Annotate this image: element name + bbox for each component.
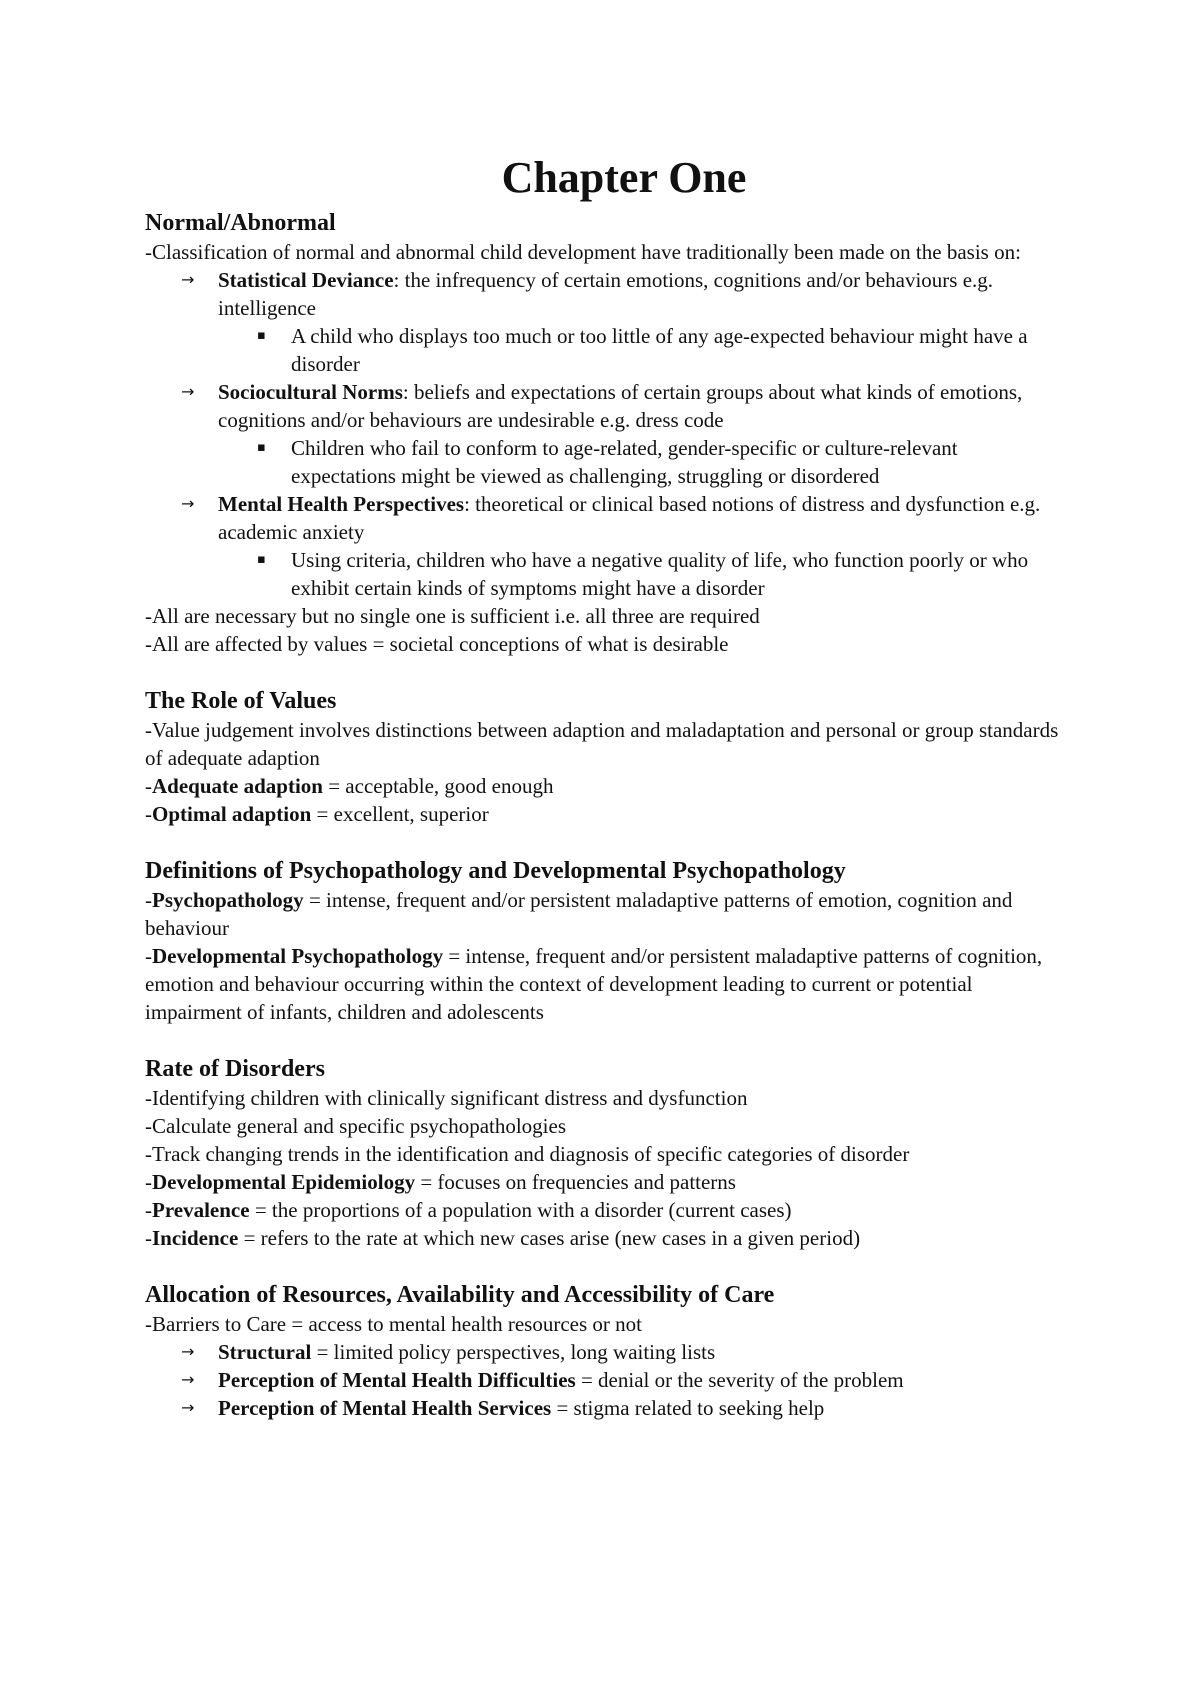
term: Sociocultural Norms — [218, 380, 403, 404]
document-body — [145, 150, 1065, 1422]
definition: : theoretical or clinical based notions of distress and dysfunction e.g. academic anxiety — [218, 492, 1041, 544]
paragraph: -All are affected by values = societal conceptions of what is desirable — [145, 632, 729, 656]
square-bullet-icon: ▪ — [257, 552, 266, 567]
sub-point: A child who displays too much or too little of any age-expected behaviour might have a disorder — [291, 324, 1028, 376]
definition: = focuses on frequencies and patterns — [415, 1170, 736, 1194]
paragraph: -Barriers to Care = access to mental health resources or not — [145, 1312, 642, 1336]
term: Statistical Deviance — [218, 268, 394, 292]
section-heading-allocation: Allocation of Resources, Availability and Accessibility of Care — [145, 1282, 775, 1308]
definition: = excellent, superior — [311, 802, 489, 826]
section-heading-normal-abnormal: Normal/Abnormal — [145, 210, 336, 236]
term: Structural — [218, 1340, 312, 1364]
arrow-icon: → — [181, 1342, 195, 1361]
definition: = refers to the rate at which new cases arise (new cases in a given period) — [238, 1226, 861, 1250]
definition-line: -Incidence = refers to the rate at which new cases arise (new cases in a given period) — [145, 1226, 861, 1250]
term: Incidence — [152, 1226, 239, 1250]
paragraph: -All are necessary but no single one is sufficient i.e. all three are required — [145, 604, 760, 628]
definition: = stigma related to seeking help — [551, 1396, 825, 1420]
sub-point: Using criteria, children who have a negative quality of life, who function poorly or who exhibit certain kinds of symptoms might have a disorder — [291, 548, 1029, 600]
arrow-icon: → — [181, 494, 195, 513]
sub-point: Children who fail to conform to age-related, gender-specific or culture-relevant expectations might be viewed as challenging, struggling or disordered — [291, 436, 958, 488]
definition: : beliefs and expectations of certain groups about what kinds of emotions, cognitions and/or behaviours are undesirable e.g. dress code — [218, 380, 1023, 432]
arrow-list-item — [145, 1338, 1065, 1366]
square-bullet-icon: ▪ — [257, 328, 266, 343]
term: Developmental Psychopathology — [152, 944, 444, 968]
square-list-item — [145, 322, 1065, 378]
arrow-list-item — [145, 490, 1065, 546]
section-heading-definitions: Definitions of Psychopathology and Developmental Psychopathology — [145, 858, 846, 884]
definition-line: -Psychopathology = intense, frequent and/or persistent maladaptive patterns of emotion, cognition and behaviour — [145, 888, 1013, 940]
definition: = the proportions of a population with a disorder (current cases) — [249, 1198, 792, 1222]
definition: = denial or the severity of the problem — [575, 1368, 904, 1392]
term: Mental Health Perspectives — [218, 492, 465, 516]
page-title: Chapter One — [501, 153, 747, 202]
arrow-list-item — [145, 266, 1065, 322]
arrow-list-item — [145, 378, 1065, 434]
term: Prevalence — [152, 1198, 250, 1222]
paragraph: -Classification of normal and abnormal child development have traditionally been made on the basis on: — [145, 240, 1021, 264]
term: Perception of Mental Health Services — [218, 1396, 552, 1420]
definition-line: -Developmental Epidemiology = focuses on frequencies and patterns — [145, 1170, 736, 1194]
paragraph: -Value judgement involves distinctions between adaption and maladaptation and personal or group standards of adequate adaption — [145, 718, 1059, 770]
arrow-icon: → — [181, 1370, 195, 1389]
term: Psychopathology — [152, 888, 304, 912]
term: Developmental Epidemiology — [152, 1170, 416, 1194]
arrow-list-item — [145, 1366, 1065, 1394]
definition-line: -Optimal adaption = excellent, superior — [145, 802, 489, 826]
definition: = intense, frequent and/or persistent maladaptive patterns of emotion, cognition and behaviour — [145, 888, 1013, 940]
section-heading-role-of-values: The Role of Values — [145, 688, 337, 714]
paragraph: -Identifying children with clinically significant distress and dysfunction — [145, 1086, 748, 1110]
definition: : the infrequency of certain emotions, cognitions and/or behaviours e.g. intelligence — [218, 268, 994, 320]
section-heading-rate-of-disorders: Rate of Disorders — [145, 1056, 325, 1082]
term: Adequate adaption — [152, 774, 323, 798]
paragraph: -Track changing trends in the identification and diagnosis of specific categories of disorder — [145, 1142, 910, 1166]
arrow-icon: → — [181, 382, 195, 401]
definition: = intense, frequent and/or persistent maladaptive patterns of cognition, emotion and behaviour occurring within the context of development leading to current or potential impairment of infants, children and adolescents — [145, 944, 1043, 1024]
definition-line: -Adequate adaption = acceptable, good enough — [145, 774, 554, 798]
term: Optimal adaption — [152, 802, 312, 826]
arrow-list-item — [145, 1394, 1065, 1422]
term: Perception of Mental Health Difficulties — [218, 1368, 576, 1392]
definition: = acceptable, good enough — [322, 774, 554, 798]
square-list-item — [145, 434, 1065, 490]
square-bullet-icon: ▪ — [257, 440, 266, 455]
arrow-icon: → — [181, 270, 195, 289]
definition: = limited policy perspectives, long waiting lists — [311, 1340, 716, 1364]
definition-line: -Prevalence = the proportions of a population with a disorder (current cases) — [145, 1198, 792, 1222]
paragraph: -Calculate general and specific psychopathologies — [145, 1114, 567, 1138]
arrow-icon: → — [181, 1398, 195, 1417]
square-list-item — [145, 546, 1065, 602]
definition-line: -Developmental Psychopathology = intense, frequent and/or persistent maladaptive patterns of cognition, emotion and behaviour occurring within the context of development leading to current or potential impairment of infants, children and adolescents — [145, 944, 1043, 1024]
